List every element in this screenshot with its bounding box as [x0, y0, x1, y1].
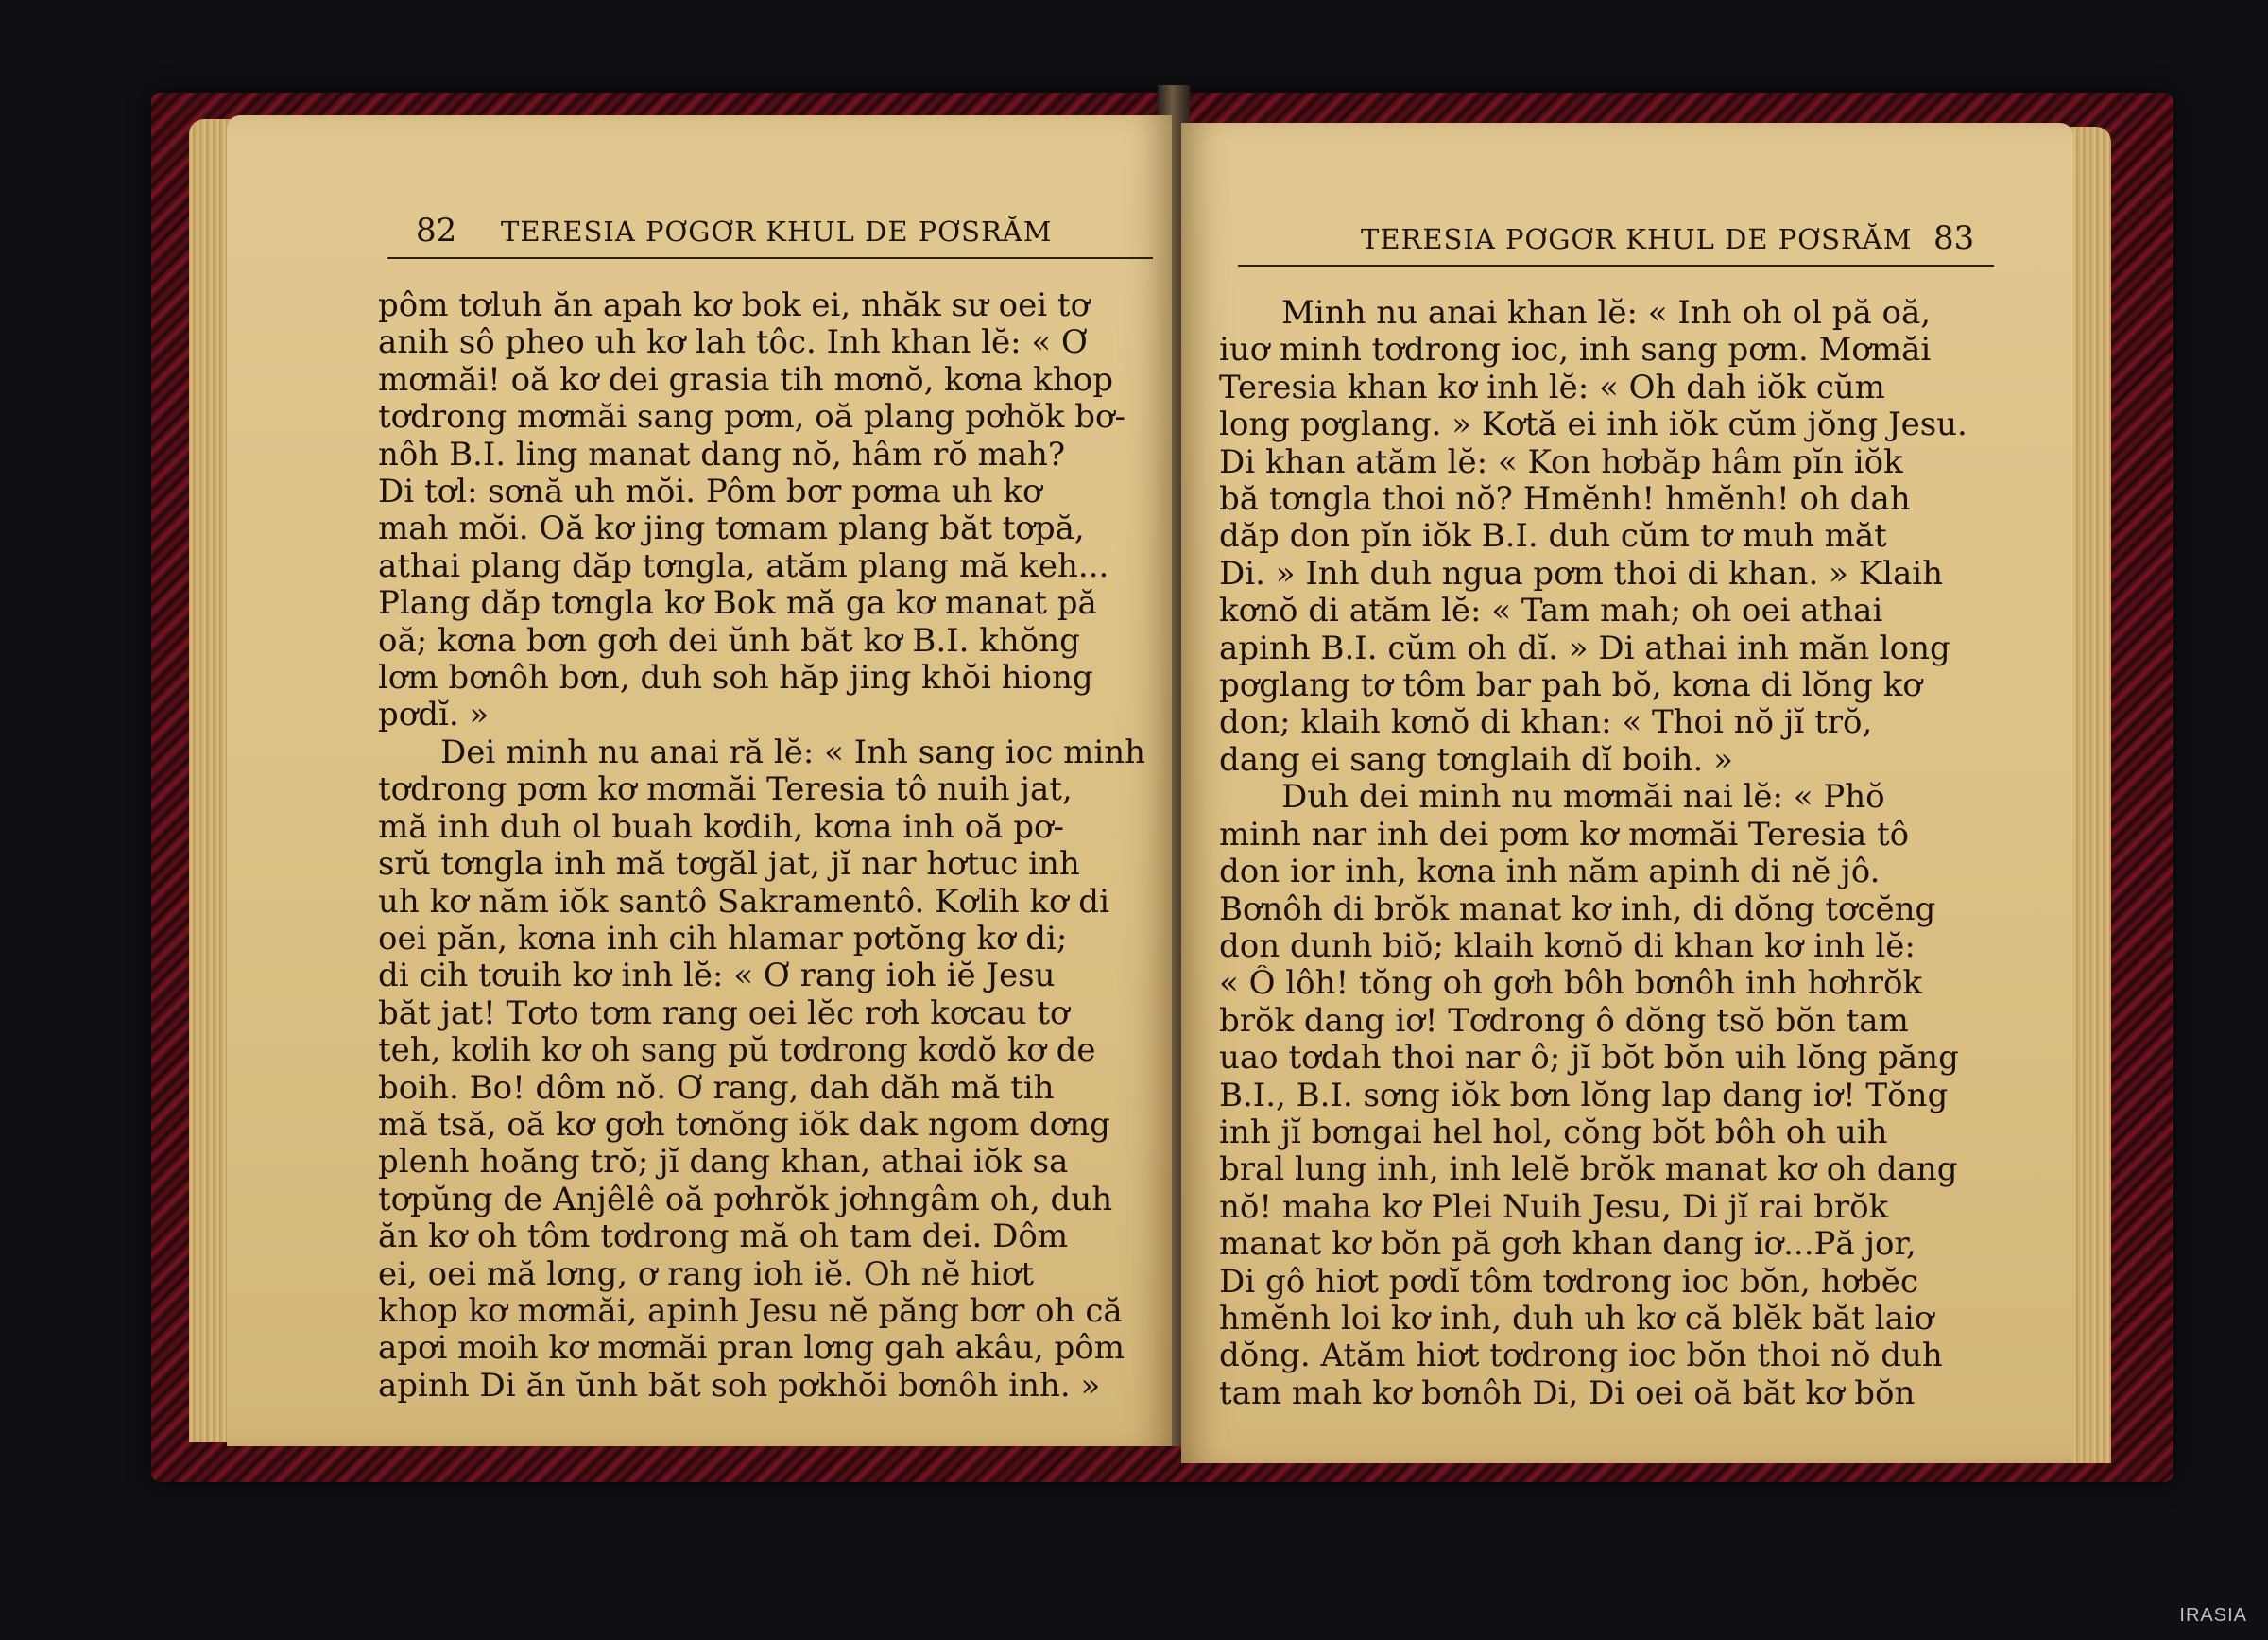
- text-line: tơdrong mơmăi sang pơm, oă plang pơhŏk bơ-: [378, 399, 1125, 437]
- right-running-head: TERESIA PƠGƠR KHUL DE PƠSRĂM: [1361, 223, 1913, 255]
- text-line: mơmăi! oă kơ dei grasia tih mơnŏ, kơna khop: [378, 361, 1113, 399]
- text-line: iuơ minh tơdrong ioc, inh sang pơm. Mơmăi: [1219, 332, 1932, 370]
- text-line: mă tsă, oă kơ gơh tơnŏng iŏk dak ngom dơng: [378, 1106, 1110, 1144]
- text-line: dŏng. Atăm hiơt tơdrong ioc bŏn thoi nŏ duh: [1219, 1338, 1943, 1375]
- text-line: kơnŏ di atăm lĕ: « Tam mah; oh oei athai: [1219, 593, 1883, 630]
- text-line: plenh hoăng trŏ; jĭ dang khan, athai iŏk sa: [378, 1144, 1069, 1182]
- text-line: Minh nu anai khan lĕ: « Inh oh ol pă oă,: [1281, 295, 1932, 332]
- right-header-rule: [1238, 265, 1994, 267]
- right-page-header: [1181, 216, 2073, 272]
- text-line: dang ei sang tơnglaih dĭ boih. »: [1219, 741, 1733, 779]
- text-line: băt jat! Tơto tơm rang oei lĕc rơh kơcau tơ: [378, 994, 1070, 1032]
- text-line: khop kơ mơmăi, apinh Jesu nĕ păng bơr oh că: [378, 1292, 1123, 1330]
- left-running-head: TERESIA PƠGƠR KHUL DE PƠSRĂM: [501, 216, 1053, 248]
- left-page-text: [378, 287, 1170, 1405]
- text-line: anih sô pheo uh kơ lah tôc. Inh khan lĕ: « Ơ: [378, 324, 1088, 362]
- text-line: tơpŭng de Anjêlê oă pơhrŏk jơhngâm oh, duh: [378, 1181, 1113, 1218]
- text-line: minh nar inh dei pơm kơ mơmăi Teresia tô: [1219, 816, 1910, 854]
- text-line: teh, kơlih kơ oh sang pŭ tơdrong kơdŏ kơ de: [378, 1032, 1096, 1070]
- text-line: nôh B.I. ling manat dang nŏ, hâm rŏ mah?: [378, 436, 1066, 474]
- text-line: manat kơ bŏn pă gơh khan dang iơ...Pă jor,: [1219, 1226, 1916, 1264]
- text-line: « Ô lôh! tŏng oh gơh bôh bơnôh inh hơhrŏk: [1219, 965, 1923, 1003]
- left-header-rule: [387, 257, 1153, 259]
- text-line: Teresia khan kơ inh lĕ: « Oh dah iŏk cŭm: [1219, 369, 1885, 406]
- text-line: don ior inh, kơna inh năm apinh di nĕ jô.: [1219, 854, 1881, 891]
- text-line: mă inh duh ol buah kơdih, kơna inh oă pơ-: [378, 808, 1064, 846]
- right-page-number: 83: [1933, 219, 1975, 257]
- text-line: boih. Bo! dôm nŏ. Ơ rang, dah dăh mă tih: [378, 1069, 1055, 1107]
- left-page: [227, 115, 1172, 1446]
- text-line: athai plang dăp tơngla, atăm plang mă keh...: [378, 547, 1109, 585]
- text-line: srŭ tơngla inh mă tơgăl jat, jĭ nar hơtuc inh: [378, 846, 1080, 884]
- text-line: hmĕnh loi kơ inh, duh uh kơ că blĕk băt laiơ: [1219, 1300, 1934, 1338]
- text-line: brŏk dang iơ! Tơdrong ô dŏng tsŏ bŏn tam: [1219, 1002, 1909, 1040]
- text-line: dăp don pĭn iŏk B.I. duh cŭm tơ muh măt: [1219, 518, 1887, 556]
- text-line: Duh dei minh nu mơmăi nai lĕ: « Phŏ: [1281, 779, 1885, 817]
- text-line: Plang dăp tơngla kơ Bok mă ga kơ manat pă: [378, 585, 1097, 623]
- text-line: pôm tơluh ăn apah kơ bok ei, nhăk sư oei tơ: [378, 287, 1091, 324]
- text-line: Di gô hiơt pơdĭ tôm tơdrong ioc bŏn, hơbĕc: [1219, 1263, 1918, 1301]
- watermark: IRASIA: [2179, 1605, 2247, 1626]
- text-line: B.I., B.I. sơng iŏk bơn lŏng lap dang iơ! Tŏng: [1219, 1077, 1949, 1114]
- right-page-text: [1219, 295, 2011, 1412]
- text-line: Dei minh nu anai ră lĕ: « Inh sang ioc minh: [440, 734, 1146, 771]
- text-line: Di tơl: sơnă uh mŏi. Pôm bơr pơma uh kơ: [378, 474, 1042, 511]
- text-line: bă tơngla thoi nŏ? Hmĕnh! hmĕnh! oh dah: [1219, 481, 1911, 519]
- text-line: pơglang tơ tôm bar pah bŏ, kơna di lŏng kơ: [1219, 667, 1922, 705]
- text-line: bral lung inh, inh lelĕ brŏk manat kơ oh dang: [1219, 1151, 1958, 1189]
- text-line: oei păn, kơna inh cih hlamar pơtŏng kơ di;: [378, 920, 1068, 958]
- right-page: [1181, 123, 2073, 1463]
- text-line: nŏ! maha kơ Plei Nuih Jesu, Di jĭ rai brŏk: [1219, 1188, 1889, 1226]
- text-line: tơdrong pơm kơ mơmăi Teresia tô nuih jat,: [378, 771, 1073, 809]
- text-line: don dunh biŏ; klaih kơnŏ di khan kơ inh lĕ:: [1219, 927, 1916, 965]
- text-line: oă; kơna bơn gơh dei ŭnh băt kơ B.I. khŏng: [378, 622, 1080, 660]
- text-line: inh jĭ bơngai hel hol, cŏng bŏt bôh oh uih: [1219, 1113, 1888, 1151]
- text-line: don; klaih kơnŏ di khan: « Thoi nŏ jĭ trŏ,: [1219, 704, 1873, 742]
- text-line: apinh Di ăn ŭnh băt soh pơkhŏi bơnôh inh. »: [378, 1367, 1101, 1405]
- text-line: apinh B.I. cŭm oh dĭ. » Di athai inh măn long: [1219, 630, 1950, 667]
- text-line: mah mŏi. Oă kơ jing tơmam plang băt tơpă,: [378, 510, 1085, 548]
- text-line: long pơglang. » Kơtă ei inh iŏk cŭm jŏng Jesu.: [1219, 406, 1967, 444]
- text-line: di cih tơuih kơ inh lĕ: « Ơ rang ioh iĕ Jesu: [378, 958, 1056, 995]
- text-line: Di khan atăm lĕ: « Kon hơbăp hâm pĭn iŏk: [1219, 443, 1903, 481]
- text-line: uh kơ năm iŏk santô Sakramentô. Kơlih kơ di: [378, 883, 1109, 921]
- text-line: Bơnôh di brŏk manat kơ inh, di dŏng tơcĕng: [1219, 890, 1936, 928]
- text-line: ăn kơ oh tôm tơdrong mă oh tam dei. Dôm: [378, 1218, 1069, 1256]
- text-line: tam mah kơ bơnôh Di, Di oei oă băt kơ bŏn: [1219, 1374, 1916, 1412]
- left-page-header: [227, 208, 1172, 265]
- text-line: apơi moih kơ mơmăi pran lơng gah akâu, pôm: [378, 1330, 1125, 1368]
- left-page-number: 82: [416, 212, 457, 250]
- text-line: ei, oei mă lơng, ơ rang ioh iĕ. Oh nĕ hiơt: [378, 1255, 1035, 1293]
- text-line: pơdĭ. »: [378, 697, 490, 734]
- text-line: lơm bơnôh bơn, duh soh hăp jing khŏi hiong: [378, 660, 1093, 698]
- text-line: uao tơdah thoi nar ô; jĭ bŏt bŏn uih lŏng păng: [1219, 1040, 1959, 1078]
- text-line: Di. » Inh duh ngua pơm thoi di khan. » Klaih: [1219, 555, 1944, 593]
